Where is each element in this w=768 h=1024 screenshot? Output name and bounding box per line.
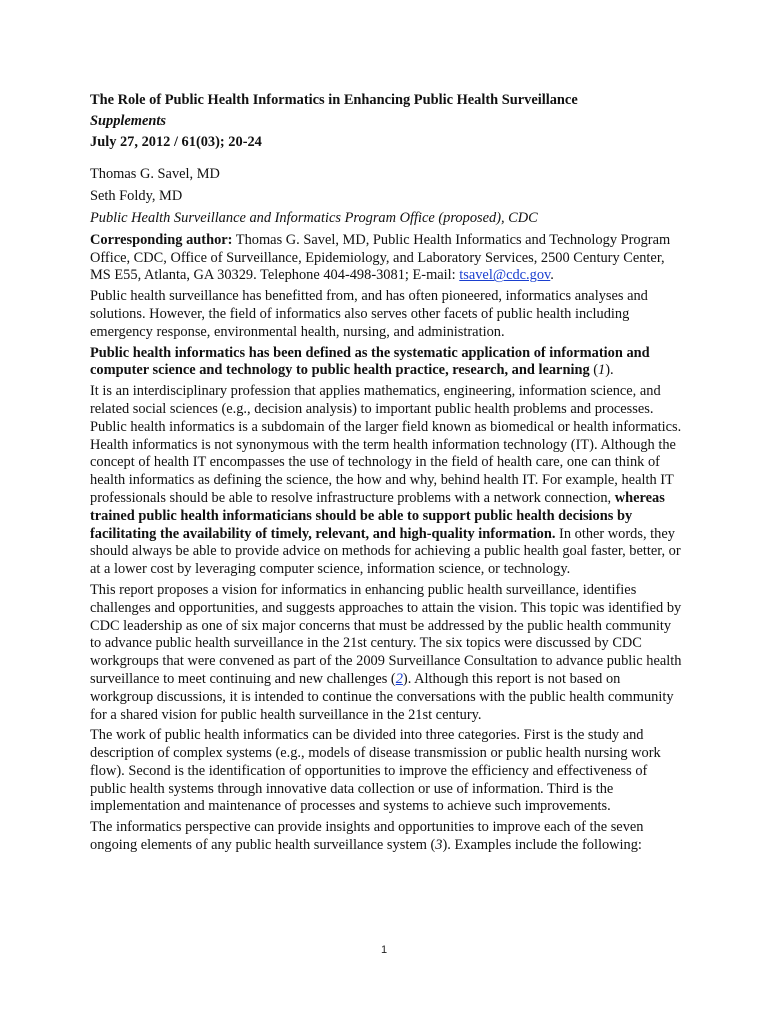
paragraph-6-text-a: The informatics perspective can provide insights and opportunities to improve each of the seven ongoing elements of any public health surveillance system ( (90, 819, 644, 854)
paragraph-3 (90, 383, 682, 579)
paragraph-3-bold: whereas trained public health informaticians should be able to support public health decisions by facilitating the availability of timely, relevant, and high-quality information. (90, 489, 665, 542)
ref-open: ( (589, 362, 599, 379)
paragraph-4-text-a: This report proposes a vision for informatics in enhancing public health surveillance, identifies challenges and opportunities, and suggests approaches to attain the vision. This topic was identified by CDC leadership as one of six major concerns that must be addressed by the public health community to advance public health surveillance in the 21st century. The six topics were discussed by CDC workgroups that were convened as part of the 2009 Surveillance Consultation to advance public health surveillance to meet continuing and new challenges ( (90, 581, 682, 687)
reference-2: 2 (395, 670, 403, 687)
reference-3: 3 (435, 837, 443, 854)
reference-2-link[interactable] (396, 671, 403, 687)
definition-bold: Public health informatics has been defined as the systematic application of information and computer science and technology to public health practice, research, and learning (90, 344, 650, 379)
email-link[interactable]: tsavel@cdc.gov (459, 267, 551, 284)
paragraph-3-text-a: It is an interdisciplinary profession that applies mathematics, engineering, information science, and related social sciences (e.g., decision analysis) to important public health problems and processes. Public health informatics is a subdomain of the larger field known as biomedical or health informatics. Health informatics is not synonymous with the term health information technology (IT). Although the concept of health IT encompasses the use of technology in the field of health care, one can think of health informatics as defining the science, the how and why, behind health IT. For example, health IT professionals should be able to resolve infrastructure problems with a network connection, (90, 383, 682, 506)
corresponding-label: Corresponding author: (90, 231, 233, 248)
paragraph-6-text-b: ). Examples include the following: (442, 837, 642, 854)
author-1: Thomas G. Savel, MD (90, 166, 220, 183)
paragraph-2 (90, 345, 682, 381)
paragraph-1: Public health surveillance has benefitted from, and has often pioneered, informatics analyses and solutions. However, the field of informatics also serves other facets of public health including emergency response, environmental health, nursing, and administration. (90, 288, 648, 340)
document-page (90, 92, 682, 855)
paragraph-4 (90, 582, 682, 724)
author-2: Seth Foldy, MD (90, 188, 183, 205)
section-label: Supplements (90, 112, 166, 129)
corresponding-end: . (550, 267, 554, 284)
ref-close: ). (605, 362, 614, 379)
corresponding-text: Thomas G. Savel, MD, Public Health Informatics and Technology Program Office, CDC, Office of Surveillance, Epidemiology, and Laboratory Services, 2500 Century Center, MS E55, Atlanta, GA 30329. Telephone 404-498-3081; E-mail: (90, 231, 671, 284)
corresponding-author (90, 232, 682, 285)
paragraph-6 (90, 819, 682, 855)
paragraph-4-text-b: ). Although this report is not based on workgroup discussions, it is intended to continue the conversations with the public health community for a shared vision for public health surveillance in the 21st century. (90, 670, 674, 723)
author-affiliation: Public Health Surveillance and Informatics Program Office (proposed), CDC (90, 209, 538, 226)
paragraph-5: The work of public health informatics can be divided into three categories. First is the study and description of complex systems (e.g., models of disease transmission or public health nursing work flow). Second is the identification of opportunities to improve the efficiency and effectiveness of public health systems through innovative data collection or use of information. Third is the implementation and maintenance of processes and systems to achieve such improvements. (90, 727, 661, 815)
article-title: The Role of Public Health Informatics in Enhancing Public Health Surveillance (90, 92, 578, 108)
reference-1: 1 (598, 362, 606, 379)
page-number: 1 (380, 944, 388, 956)
publication-date: July 27, 2012 / 61(03); 20-24 (90, 133, 262, 150)
paragraph-3-text-b: In other words, they should always be able to provide advice on methods for achieving a public health goal faster, better, or at a lower cost by leveraging computer science, information science, or technology. (90, 525, 681, 578)
